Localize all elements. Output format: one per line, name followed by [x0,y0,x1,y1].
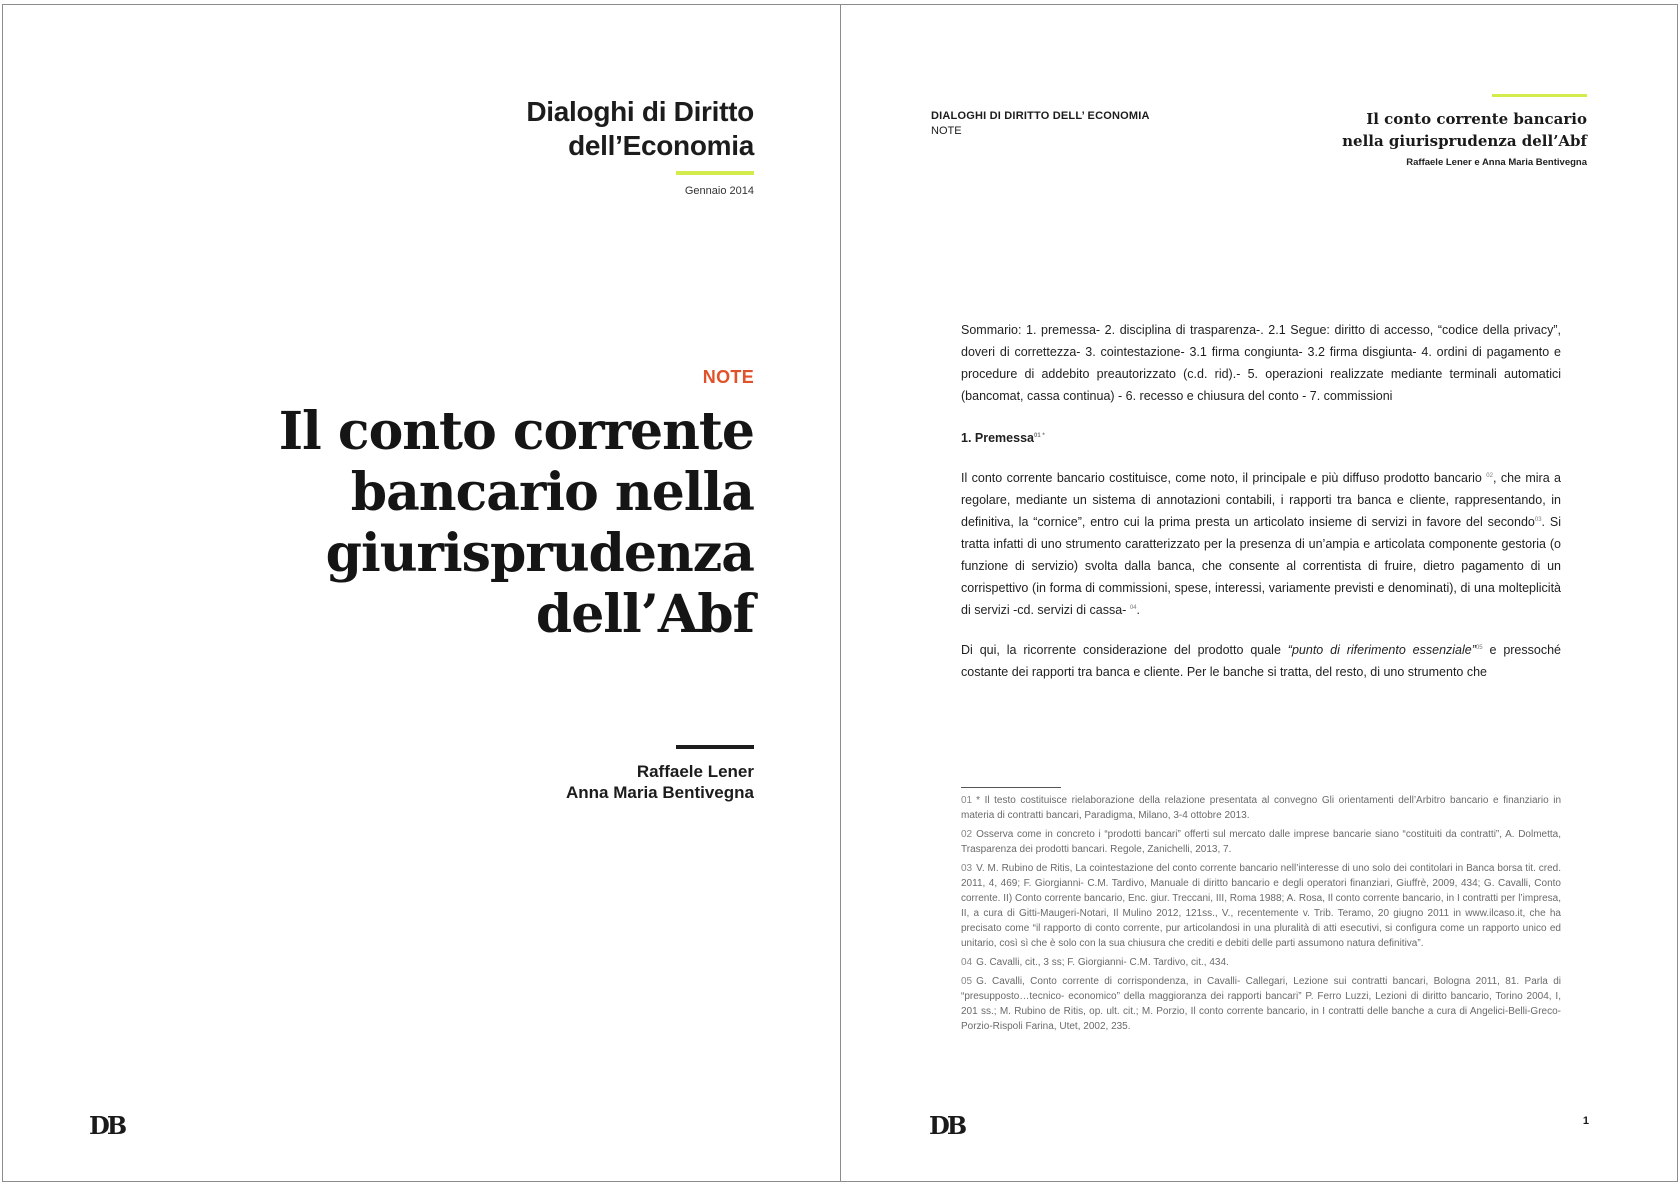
running-section: NOTE [931,125,962,137]
footnote [961,955,1561,970]
section-label: NOTE [702,367,754,387]
footnote [961,793,1561,823]
authors [566,761,754,803]
article-title [234,401,754,645]
footnote-number: 02 [961,829,973,840]
footnote-separator [961,787,1061,788]
footnote-text: Osserva come in concreto i “prodotti bancari” offerti sul mercato dalle imprese bancarie siano “costituiti da contratti”, A. Dolmetta, Trasparenza dei prodotti bancari. Regole, Zanichelli, 2013, 7. [961,829,1561,855]
header-title [1342,108,1587,152]
footnote-number: 01 [961,795,973,806]
footnote-text: V. M. Rubino de Ritis, La cointestazione del conto corrente bancario nell’interesse di uno solo dei contitolari in Banca borsa tit. cred. 2011, 4, 469; F. Giorgianni- C.M. Tardivo, Manuale di diritto bancario e degli operatori finanziari, Giuffrè, 2009, 434; G. Cavalli, Conto corrente. II) Conto corrente bancario, Enc. giur. Treccani, III, Roma 1988; A. Rosa, Il conto corrente bancario, in I contratti per l’impresa, II, a cura di Gitti-Maugeri-Notari, Il Mulino 2012, 121ss., V., recentemente v. Trib. Teramo, 20 giugno 2011 in www.ilcaso.it, che ha precisato come “il rapporto di conto corrente, pur articolandosi in una pluralità di atti esecutivi, si configura come un rapporto unico ed unitario, così sì che è solo con la sua chiusura che crediti e debiti delle parti assumono natura definitiva”. [961,863,1561,949]
paragraph-text: . [1136,603,1140,617]
paragraph-text: e pressoché costante dei rapporti tra banca e cliente. Per le banche si tratta, del resto, di uno strumento che [961,643,1561,679]
article-page [840,4,1678,1182]
author-name: Anna Maria Bentivegna [566,783,754,802]
summary: Sommario: 1. premessa- 2. disciplina di trasparenza-. 2.1 Segue: diritto di accesso, “codice della privacy”, doveri di correttezza- 3. cointestazione- 3.1 firma congiunta- 3.2 firma disgiunta- 4. ordini di pagamento e procedure di addebito preautorizzato (c.d. rid).- 5. operazioni realizzate mediante terminali automatici (bancomat, cassa continua) - 6. recesso e chiusura del conto - 7. commissioni [961,323,1561,403]
issue-date: Gennaio 2014 [684,185,754,197]
journal-title-line2: dell’Economia [568,130,754,161]
author-rule [676,745,754,749]
footnote-number: 04 [961,957,973,968]
cover-page [2,4,842,1182]
paragraph-text: . Si tratta infatti di uno strumento caratterizzato per la presenza di un’ampia e articolata componente gestoria (o funzione di servizio) svolta dalla banca, che consente al correntista di fruire, dietro pagamento di un corrispettivo (in forma di commissioni, spese, interessi, variamente previsti e denominati), di una molteplicità di servizi -cd. servizi di cassa- [961,515,1561,617]
page-number: 1 [1582,1115,1589,1127]
section-heading [961,427,1561,449]
journal-title [526,95,754,163]
document-spread [2,4,1678,1184]
article-title-line: Il conto corrente [278,401,754,462]
article-title-line: bancario nella [350,462,754,523]
footnote-ref-01[interactable]: 01 * [1033,432,1045,439]
footnote-ref-02[interactable]: 02 [1486,472,1493,479]
footnote-ref-04[interactable]: 04 [1129,604,1137,611]
footnote-ref-05[interactable]: 05 [1475,644,1483,651]
footnote-ref-03[interactable]: 03 [1534,516,1542,523]
article-title-line: dell’Abf [535,584,754,645]
running-journal: DIALOGHI DI DIRITTO DELL’ ECONOMIA [931,110,1150,122]
author-name: Raffaele Lener [636,762,754,781]
paragraph-text: , che mira a regolare, mediante un sistema di annotazioni contabili, i rapporti tra banca e cliente, rappresentando, in definitiva, la “cornice”, entro cui la prima presta un articolato insieme di servizi in favore del secondo [961,471,1561,529]
db-logo: DB [89,1111,125,1140]
footnote [961,827,1561,857]
article-title-line: giurisprudenza [325,523,754,584]
footnotes [961,793,1561,1038]
paragraph-2 [961,639,1561,683]
running-header [931,109,1150,139]
footnote-text: G. Cavalli, cit., 3 ss; F. Giorgianni- C.M. Tardivo, cit., 434. [976,957,1229,968]
footnote-number: 03 [961,863,973,874]
header-title-line1: Il conto corrente bancario [1366,110,1587,128]
footnote [961,974,1561,1034]
paragraph-text: Di qui, la ricorrente considerazione del prodotto quale [961,643,1288,657]
db-logo: DB [929,1111,965,1140]
header-accent-rule [1492,94,1587,97]
section-heading-text: 1. Premessa [961,431,1034,445]
paragraph-text: Il conto corrente bancario costituisce, come noto, il principale e più diffuso prodotto bancario [961,471,1482,485]
journal-title-line1: Dialoghi di Diritto [526,96,754,127]
footnote-number: 05 [961,976,973,987]
paragraph-quote: “punto di riferimento essenziale” [1287,643,1476,657]
article-body [961,319,1561,701]
paragraph-1 [961,467,1561,621]
footnote [961,861,1561,951]
accent-rule [676,171,754,175]
header-authors: Raffaele Lener e Anna Maria Bentivegna [1406,157,1587,168]
footnote-text: G. Cavalli, Conto corrente di corrispondenza, in Cavalli- Callegari, Lezione sui contratti bancari, Bologna 2011, 81. Parla di “presupposto…tecnico- economico” della maggioranza dei rapporti bancari” P. Ferro Luzzi, Lezioni di diritto bancario, Torino 2004, I, 201 ss.; M. Rubino de Ritis, op. ult. cit.; M. Porzio, Il conto corrente bancario, in I contratti delle banche a cura di Angelici-Belli-Greco-Porzio-Rispoli Farina, Utet, 2002, 235. [961,976,1561,1032]
header-title-line2: nella giurisprudenza dell’Abf [1342,132,1587,150]
footnote-text: * Il testo costituisce rielaborazione della relazione presentata al convegno Gli orientamenti dell’Arbitro bancario e finanziario in materia di contratti bancari, Paradigma, Milano, 3-4 ottobre 2013. [961,795,1561,821]
